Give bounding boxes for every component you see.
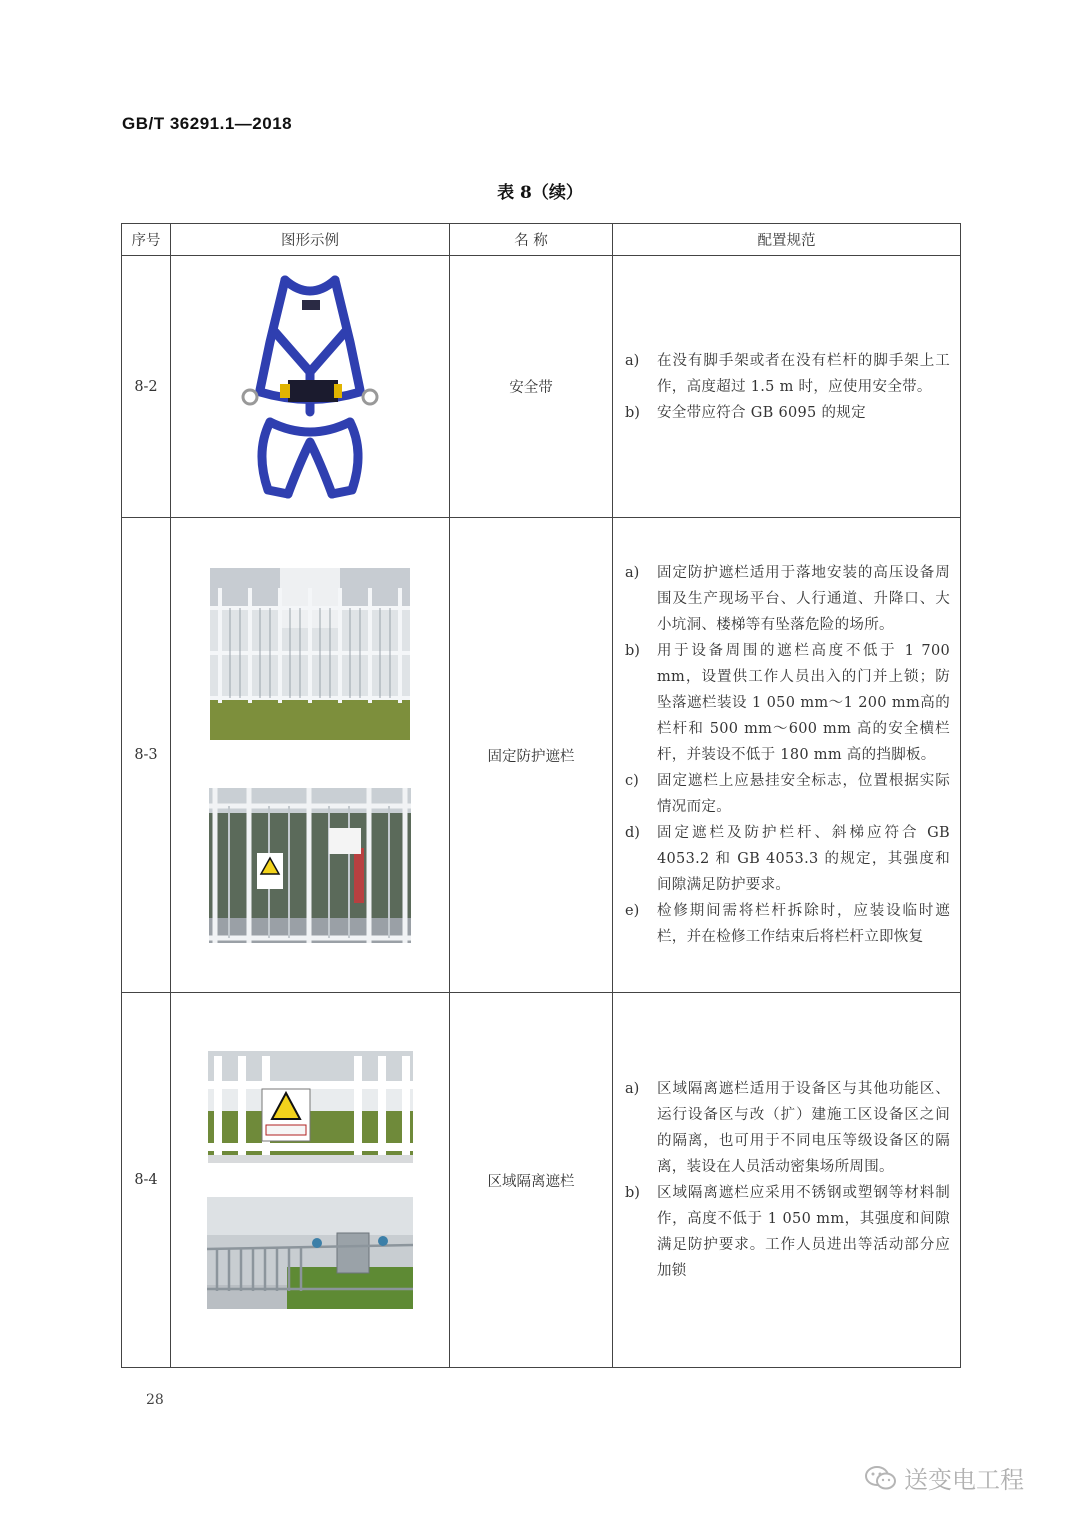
standard-code: GB/T 36291.1—2018 <box>122 114 293 133</box>
table-header-row <box>122 224 961 256</box>
row-number: 8-4 <box>122 993 171 1368</box>
figure-cell <box>171 993 450 1368</box>
spec-item: a) 固定防护遮栏适用于落地安装的高压设备周围及生产现场平台、人行通道、升降口、大小坑洞、楼梯等有坠落危险的场所。 <box>625 565 950 633</box>
figure-cell <box>171 256 450 518</box>
row-name: 安全带 <box>450 256 613 518</box>
spec-cell <box>613 993 961 1368</box>
fixed-guard-fence-image <box>210 568 410 740</box>
figure-cell <box>171 518 450 993</box>
spec-item: e) 检修期间需将栏杆拆除时，应装设临时遮栏，并在检修工作结束后将栏杆立即恢复 <box>625 903 950 945</box>
table-row <box>122 518 961 993</box>
col-header-figure: 图形示例 <box>171 224 450 256</box>
spec-item: b) 用于设备周围的遮栏高度不低于 1 700 mm，设置供工作人员出入的门并上锁；防坠落遮栏装设 1 050 mm～1 200 mm高的栏杆和 500 mm～600 mm 高的安全横栏杆，并装设不低于 180 mm 高的挡脚板。 <box>625 643 950 763</box>
page-number: 28 <box>146 1392 164 1408</box>
area-isolation-fence-image <box>207 1197 413 1309</box>
row-name: 区域隔离遮栏 <box>450 993 613 1368</box>
row-number: 8-2 <box>122 256 171 518</box>
spec-table <box>121 223 961 1368</box>
table-row <box>122 993 961 1368</box>
spec-cell <box>613 256 961 518</box>
spec-cell <box>613 518 961 993</box>
spec-item: b) 区域隔离遮栏应采用不锈钢或塑钢等材料制作，高度不低于 1 050 mm，其强度和间隙满足防护要求。工作人员进出等活动部分应加锁 <box>625 1185 950 1279</box>
fixed-guard-fence-image <box>209 788 411 943</box>
area-isolation-fence-image <box>208 1051 413 1163</box>
col-header-spec: 配置规范 <box>613 224 961 256</box>
spec-item: a) 区域隔离遮栏适用于设备区与其他功能区、运行设备区与改（扩）建施工区设备区之间的隔离，也可用于不同电压等级设备区的隔离，装设在人员活动密集场所周围。 <box>625 1081 950 1175</box>
spec-item: c) 固定遮栏上应悬挂安全标志，位置根据实际情况而定。 <box>625 773 950 815</box>
watermark-text: 送变电工程 <box>904 1466 1024 1494</box>
spec-item: d) 固定遮栏及防护栏杆、斜梯应符合 GB 4053.2 和 GB 4053.3 的规定，其强度和间隙满足防护要求。 <box>625 825 950 893</box>
row-number: 8-3 <box>122 518 171 993</box>
safety-harness-image <box>230 272 390 502</box>
spec-item: a) 在没有脚手架或者在没有栏杆的脚手架上工作，高度超过 1.5 m 时，应使用安全带。 <box>625 352 950 395</box>
wechat-icon <box>864 1464 898 1492</box>
table-caption: 表 8（续） <box>497 183 583 203</box>
row-name: 固定防护遮栏 <box>450 518 613 993</box>
table-row <box>122 256 961 518</box>
col-header-no: 序号 <box>122 224 171 256</box>
watermark <box>864 1460 1024 1495</box>
col-header-name: 名 称 <box>450 224 613 256</box>
spec-item: b) 安全带应符合 GB 6095 的规定 <box>625 404 866 421</box>
